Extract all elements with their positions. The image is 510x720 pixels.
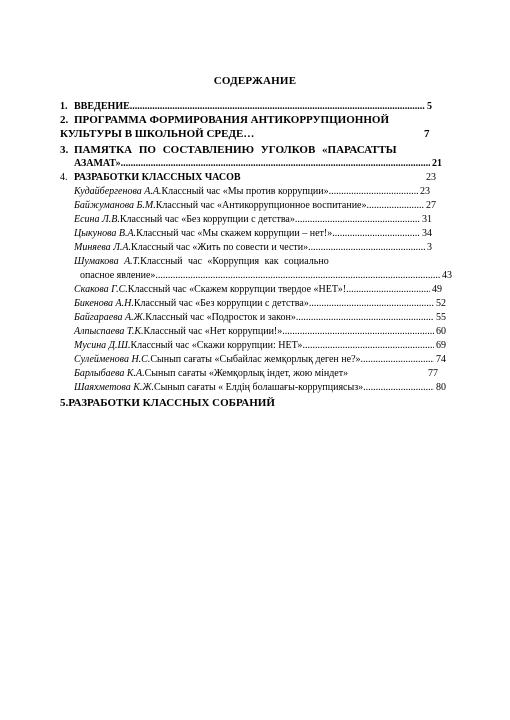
entry-author: Скакова Г.С. bbox=[74, 284, 128, 295]
toc-section-2-line1[interactable] bbox=[60, 114, 389, 126]
leader-dots bbox=[302, 340, 434, 352]
entry-author: Байжуманова Б.М. bbox=[74, 200, 156, 211]
section-page: 5 bbox=[427, 101, 432, 112]
toc-section-3-line2[interactable] bbox=[74, 158, 442, 170]
entry-author: Миняева Л.А. bbox=[74, 242, 132, 253]
entry-author: Бикенова А.Н. bbox=[74, 298, 134, 309]
section-label: РАЗРАБОТКИ КЛАССНЫХ ЧАСОВ bbox=[74, 172, 241, 183]
toc-section-4[interactable] bbox=[60, 172, 241, 184]
entry-title: Классный час «Коррупция как социально bbox=[140, 256, 329, 267]
toc-entry-line2[interactable] bbox=[80, 270, 452, 282]
section-page: 7 bbox=[424, 128, 430, 140]
entry-page: 74 bbox=[436, 354, 446, 365]
toc-section-3-line1[interactable] bbox=[60, 144, 397, 156]
section-number: 2. bbox=[60, 114, 69, 126]
entry-title: Классный час «Антикоррупционное воспитание» bbox=[155, 200, 367, 211]
leader-dots bbox=[295, 214, 420, 226]
leader-dots bbox=[367, 200, 425, 212]
entry-page: 34 bbox=[422, 228, 432, 239]
toc-entry[interactable] bbox=[74, 382, 446, 394]
entry-page: 77 bbox=[428, 368, 438, 379]
leader-dots bbox=[346, 284, 430, 296]
section-number: 3. bbox=[60, 144, 69, 156]
toc-entry[interactable] bbox=[74, 354, 446, 366]
entry-page: 69 bbox=[436, 340, 446, 351]
entry-author: Кудайбергенова А.А. bbox=[74, 186, 162, 197]
leader-dots bbox=[121, 158, 430, 170]
leader-dots bbox=[308, 242, 425, 254]
toc-entry[interactable] bbox=[74, 200, 436, 212]
toc-section-5[interactable]: 5.РАЗРАБОТКИ КЛАССНЫХ СОБРАНИЙ bbox=[60, 397, 275, 409]
entry-title: Классный час «Скажем коррупции твердое «НЕТ»! bbox=[127, 284, 347, 295]
entry-page: 60 bbox=[436, 326, 446, 337]
entry-page: 55 bbox=[436, 312, 446, 323]
section-number: 4. bbox=[60, 172, 68, 183]
section-label-cont: АЗАМАТ» bbox=[74, 158, 121, 169]
entry-page: 27 bbox=[426, 200, 436, 211]
page-title: СОДЕРЖАНИЕ bbox=[213, 75, 297, 87]
leader-dots bbox=[309, 298, 434, 310]
section-label: ПРОГРАММА ФОРМИРОВАНИЯ АНТИКОРРУПЦИОННОЙ bbox=[74, 114, 390, 126]
entry-title: Классный час «Мы скажем коррупции – нет!». bbox=[136, 228, 335, 239]
entry-page: 3 bbox=[427, 242, 432, 253]
entry-title: Сынып сағаты «Сыбайлас жемқорлық деген не?» bbox=[150, 354, 361, 365]
section-label: ВВЕДЕНИЕ bbox=[74, 101, 130, 112]
leader-dots bbox=[155, 270, 440, 282]
leader-dots bbox=[296, 312, 434, 324]
section-page: 21 bbox=[432, 158, 442, 169]
entry-page: 43 bbox=[442, 270, 452, 281]
toc-section-2-line2[interactable] bbox=[60, 128, 254, 140]
entry-page: 80 bbox=[436, 382, 446, 393]
leader-dots bbox=[361, 354, 434, 366]
entry-title: Классный час «Нет коррупции!» bbox=[143, 326, 283, 337]
toc-entry[interactable] bbox=[74, 312, 446, 324]
toc-entry-line1[interactable] bbox=[74, 256, 329, 268]
leader-dots bbox=[282, 326, 434, 338]
toc-entry[interactable] bbox=[74, 242, 432, 254]
entry-author: Цыкунова В.А. bbox=[74, 228, 137, 239]
toc-entry[interactable] bbox=[74, 340, 446, 352]
entry-page: 31 bbox=[422, 214, 432, 225]
entry-author: Мусина Д.Ш. bbox=[74, 340, 131, 351]
entry-author: Шумакова А.Т. bbox=[74, 256, 141, 267]
leader-dots bbox=[329, 186, 418, 198]
toc-entry[interactable] bbox=[74, 186, 430, 198]
leader-dots bbox=[130, 101, 425, 113]
entry-author: Сулейменова Н.С. bbox=[74, 354, 151, 365]
entry-title-cont: опасное явление» bbox=[80, 270, 156, 281]
entry-title: Классный час «Подросток и закон» bbox=[145, 312, 296, 323]
section-label: ПАМЯТКА ПО СОСТАВЛЕНИЮ УГОЛКОВ «ПАРАСАТТЫ bbox=[74, 144, 397, 156]
toc-entry[interactable] bbox=[74, 298, 446, 310]
entry-author: Есина Л.В. bbox=[74, 214, 120, 225]
entry-author: Барлыбаева К.А. bbox=[74, 368, 145, 379]
entry-title: Классный час «Мы против коррупции» bbox=[161, 186, 329, 197]
toc-entry[interactable] bbox=[74, 326, 446, 338]
entry-page: 23 bbox=[420, 186, 430, 197]
leader-dots bbox=[363, 382, 434, 394]
toc-entry[interactable] bbox=[74, 214, 432, 226]
entry-title: Сынып сағаты «Жемқорлық індет, жою міндет» bbox=[144, 368, 349, 379]
entry-author: Алпыспаева Т.К. bbox=[74, 326, 144, 337]
entry-title: Классный час «Без коррупции с детства» bbox=[133, 298, 309, 309]
toc-entry[interactable] bbox=[74, 228, 432, 240]
section-page: 23 bbox=[426, 172, 436, 183]
entry-page: 52 bbox=[436, 298, 446, 309]
section-label-cont: КУЛЬТУРЫ В ШКОЛЬНОЙ СРЕДЕ… bbox=[60, 128, 255, 140]
entry-title: Классный час «Без коррупции с детства» bbox=[119, 214, 295, 225]
section-number: 1. bbox=[60, 101, 68, 112]
toc-section-1[interactable] bbox=[60, 101, 432, 113]
entry-title: Классный час «Жить по совести и чести» bbox=[131, 242, 309, 253]
entry-author: Байгараева А.Ж. bbox=[74, 312, 146, 323]
entry-author: Шаяхметова К.Ж. bbox=[74, 382, 154, 393]
toc-entry[interactable] bbox=[74, 368, 348, 380]
toc-entry[interactable] bbox=[74, 284, 442, 296]
entry-title: Сынып сағаты « Елдің болашағы-коррупциясыз» bbox=[154, 382, 364, 393]
leader-dots bbox=[335, 228, 420, 240]
entry-page: 49 bbox=[432, 284, 442, 295]
entry-title: Классный час «Скажи коррупции: НЕТ» bbox=[130, 340, 303, 351]
